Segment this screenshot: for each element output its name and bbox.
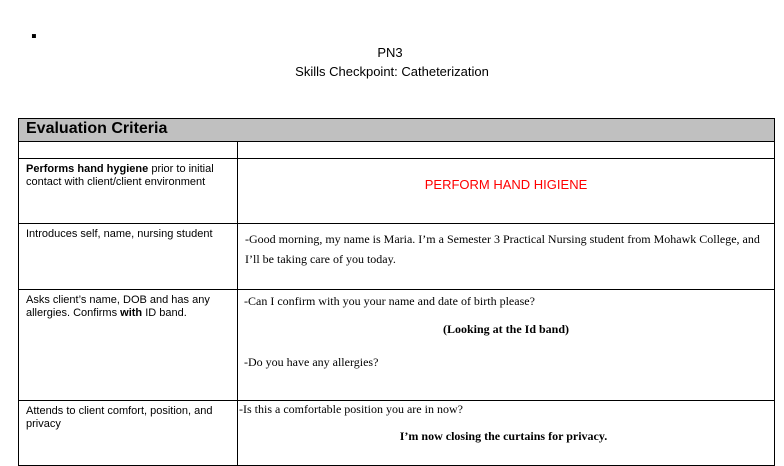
evaluation-table — [18, 118, 775, 466]
table-row — [19, 290, 775, 401]
table-title-row — [19, 119, 775, 142]
table-row — [19, 142, 775, 159]
response-cell — [238, 401, 775, 466]
response-line: -Is this a comfortable position you are in now? — [239, 402, 463, 416]
course-code: PN3 — [377, 45, 403, 60]
criteria-cell — [19, 290, 238, 401]
bullet-mark: ▪ — [31, 28, 37, 45]
response-line: I’m now closing the curtains for privacy. — [399, 429, 608, 443]
response-line: -Can I confirm with you your name and date of birth please? — [244, 294, 535, 308]
criteria-text: prior to initial contact with client/client environment — [26, 163, 214, 188]
criteria-cell: Introduces self, name, nursing student — [19, 224, 238, 290]
response-cell: PERFORM HAND HIGIENE — [238, 159, 775, 224]
criteria-bold-text: Performs hand hygiene — [26, 163, 149, 175]
criteria-bold-text: with — [120, 307, 143, 319]
table-row — [19, 401, 775, 466]
criteria-text: Asks client’s name, DOB and has any allergies. Confirms — [26, 294, 210, 319]
document-title: Skills Checkpoint: Catheterization — [295, 64, 489, 79]
criteria-cell: Attends to client comfort, position, and privacy — [19, 401, 238, 466]
criteria-cell — [19, 159, 238, 224]
table-row — [19, 224, 775, 290]
table-title: Evaluation Criteria — [19, 119, 775, 142]
response-cell — [238, 290, 775, 401]
response-line: (Looking at the Id band) — [442, 322, 570, 336]
response-cell: -Good morning, my name is Maria. I’m a Semester 3 Practical Nursing student from Mohawk College, and I’ll be taking care of you today. — [238, 224, 775, 290]
table-row — [19, 159, 775, 224]
response-line: -Do you have any allergies? — [244, 355, 379, 369]
criteria-text: ID band. — [142, 307, 187, 319]
